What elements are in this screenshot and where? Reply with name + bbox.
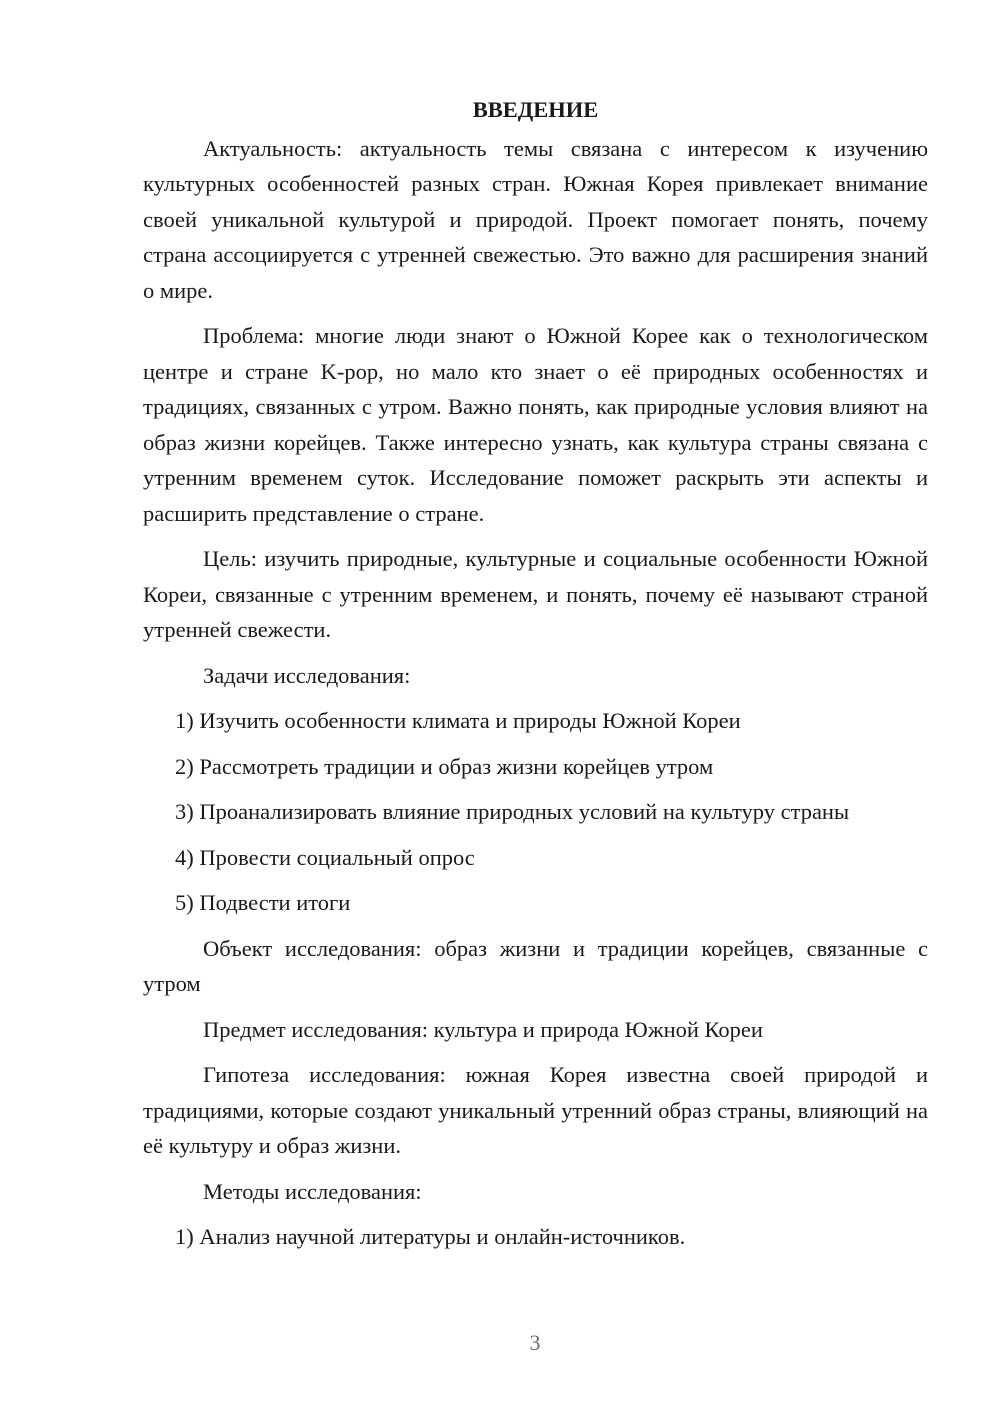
task-item: 1) Изучить особенности климата и природы Южной Кореи [175,708,741,733]
tasks-heading: Задачи исследования: [203,662,411,688]
hypothesis-paragraph: Гипотеза исследования: южная Корея известна своей природой и традициями, которые создают уникальный утренний образ страны, влияющий на её культуру и образ жизни. [143,1062,928,1158]
object-paragraph: Объект исследования: образ жизни и традиции корейцев, связанные с утром [143,935,928,996]
page-title: ВВЕДЕНИЕ [472,97,599,122]
subject-paragraph: Предмет исследования: культура и природа Южной Кореи [203,1016,763,1042]
methods-heading: Методы исследования: [203,1178,422,1204]
page-number: 3 [529,1330,541,1355]
page-content [143,92,928,1265]
task-item: 5) Подвести итоги [175,890,351,915]
problem-paragraph: Проблема: многие люди знают о Южной Корее как о технологическом центре и стране K-pop, но мало кто знает о её природных особенностях и традициях, связанных с утром. Важно понять, как природные условия влияют на образ жизни корейцев. Также интересно узнать, как культура страны связана с утренним временем суток. Исследование поможет раскрыть эти аспекты и расширить представление о стране. [143,323,928,526]
method-item: 1) Анализ научной литературы и онлайн-источников. [175,1224,686,1249]
task-item: 4) Провести социальный опрос [175,844,475,870]
task-item: 3) Проанализировать влияние природных условий на культуру страны [175,799,850,824]
goal-paragraph: Цель: изучить природные, культурные и социальные особенности Южной Кореи, связанные с утренним временем, и понять, почему её называют страной утренней свежести. [143,546,928,642]
relevance-paragraph: Актуальность: актуальность темы связана с интересом к изучению культурных особенностей разных стран. Южная Корея привлекает внимание своей уникальной культурой и природой. Проект помогает понять, почему страна ассоциируется с утренней свежестью. Это важно для расширения знаний о мире. [143,135,928,303]
task-item: 2) Рассмотреть традиции и образ жизни корейцев утром [175,753,714,779]
